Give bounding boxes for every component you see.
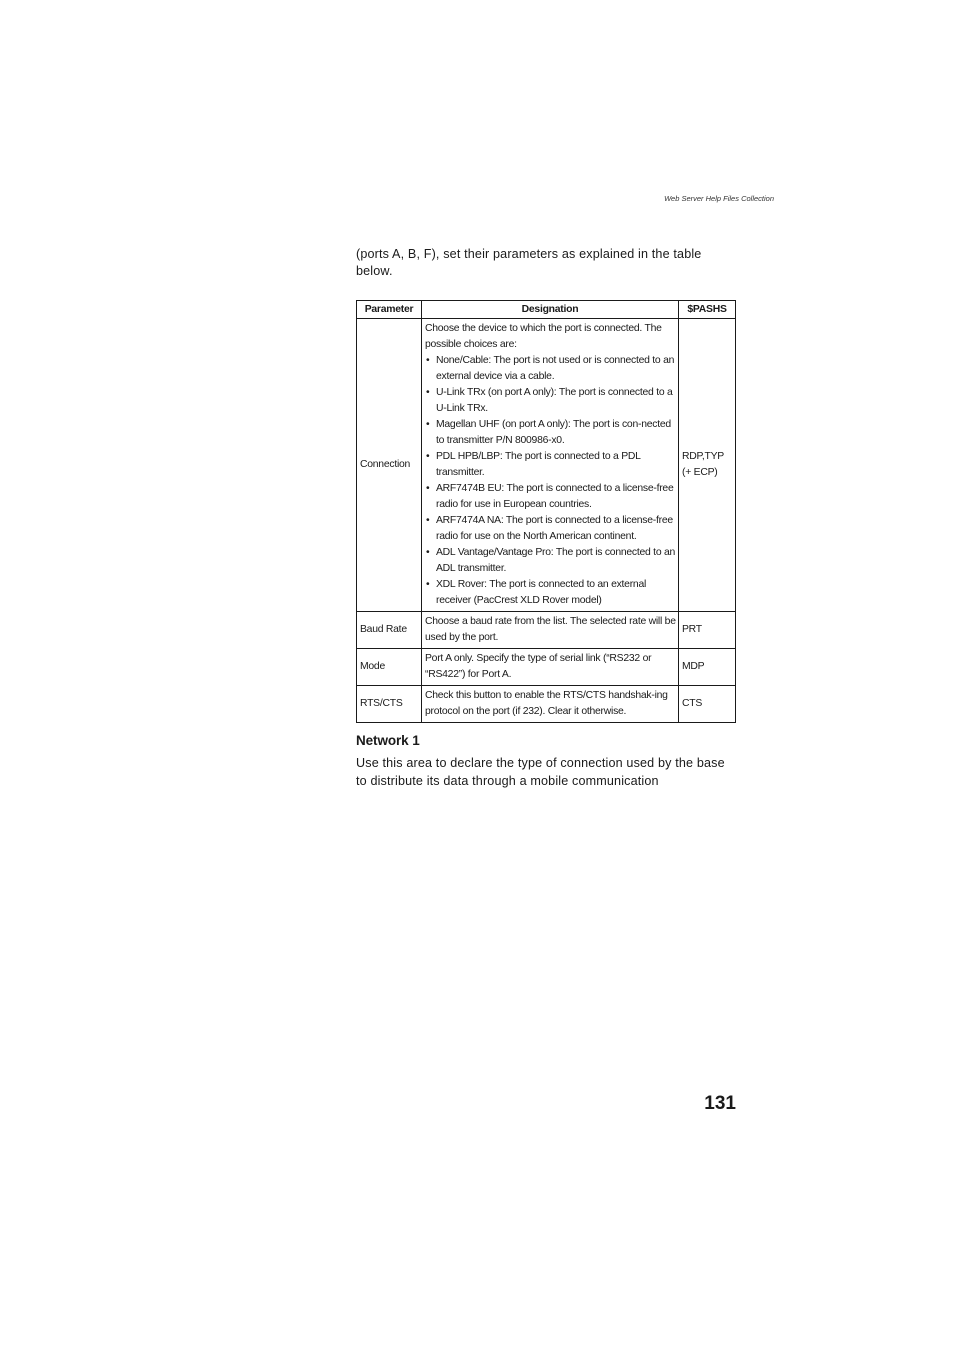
designation-cell: Port A only. Specify the type of serial link (“RS232 or “RS422”) for Port A. <box>422 649 679 686</box>
parameter-cell: Mode <box>357 649 422 686</box>
table-row-rts-cts <box>357 686 736 723</box>
list-item: • ARF7474A NA: The port is connected to a license-free radio for use on the North American continent. <box>425 513 676 545</box>
parameter-cell: Baud Rate <box>357 612 422 649</box>
list-item: • ARF7474B EU: The port is connected to a license-free radio for use in European countries. <box>425 481 676 513</box>
designation-cell: Check this button to enable the RTS/CTS handshak-ing protocol on the port (if 232). Clear it otherwise. <box>422 686 679 723</box>
designation-cell <box>422 319 679 612</box>
list-item: • ADL Vantage/Vantage Pro: The port is connected to an ADL transmitter. <box>425 545 676 577</box>
list-item: • None/Cable: The port is not used or is connected to an external device via a cable. <box>425 353 676 385</box>
column-header-parameter: Parameter <box>357 301 422 319</box>
pashs-cell: CTS <box>679 686 736 723</box>
pashs-cell: MDP <box>679 649 736 686</box>
list-item: • PDL HPB/LBP: The port is connected to a PDL transmitter. <box>425 449 676 481</box>
table-header-row <box>357 301 736 319</box>
parameter-table <box>356 300 736 723</box>
page-number: 131 <box>704 1093 736 1114</box>
table-row-connection <box>357 319 736 612</box>
column-header-designation: Designation <box>422 301 679 319</box>
table-row-mode <box>357 649 736 686</box>
parameter-cell: Connection <box>357 319 422 612</box>
designation-cell: Choose a baud rate from the list. The selected rate will be used by the port. <box>422 612 679 649</box>
designation-intro: Choose the device to which the port is connected. The possible choices are: <box>425 323 662 350</box>
parameter-cell: RTS/CTS <box>357 686 422 723</box>
list-item: • U-Link TRx (on port A only): The port is connected to a U-Link TRx. <box>425 385 676 417</box>
running-header: Web Server Help Files Collection <box>664 194 774 203</box>
connection-choice-list <box>425 353 676 609</box>
list-item: • Magellan UHF (on port A only): The port is con-nected to transmitter P/N 800986-x0. <box>425 417 676 449</box>
section-heading: Network 1 <box>356 733 420 748</box>
section-paragraph: Use this area to declare the type of connection used by the base to distribute its data through a mobile communication <box>356 756 725 788</box>
column-header-pashs: $PASHS <box>679 301 736 319</box>
intro-paragraph: (ports A, B, F), set their parameters as explained in the table below. <box>356 247 702 278</box>
pashs-cell: PRT <box>679 612 736 649</box>
pashs-cell: RDP,TYP (+ ECP) <box>679 319 736 612</box>
table-row-baud-rate <box>357 612 736 649</box>
list-item: • XDL Rover: The port is connected to an external receiver (PacCrest XLD Rover model) <box>425 577 676 609</box>
